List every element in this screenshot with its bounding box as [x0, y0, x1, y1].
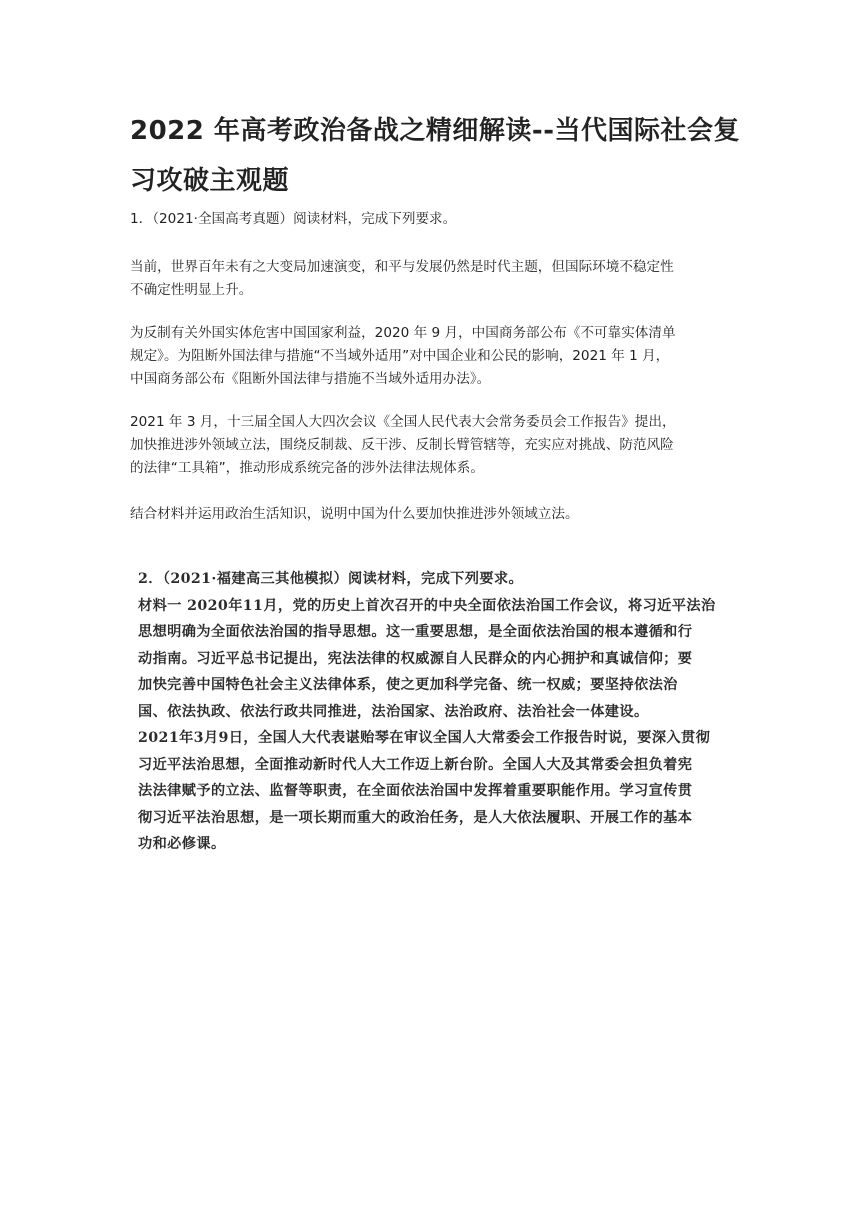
paragraph-line: 的法律“工具箱”，推动形成系统完备的涉外法律法规体系。 — [130, 460, 484, 476]
scan-line: 彻习近平法治思想，是一项长期而重大的政治任务，是人大依法履职、开展工作的基本 — [138, 809, 693, 826]
paragraph-line: 加快推进涉外领域立法，围绕反制裁、反干涉、反制长臂管辖等，充实应对挑战、防范风险 — [130, 437, 674, 453]
scan-line: 国、依法执政、依法行政共同推进，法治国家、法治政府、法治社会一体建设。 — [138, 703, 649, 720]
question-heading-text: 1．（2021·全国高考真题）阅读材料，完成下列要求。 — [130, 211, 457, 227]
question-1-requirement — [130, 503, 740, 526]
paragraph-line: 不确定性明显上升。 — [130, 282, 253, 298]
scan-line: 法法律赋予的立法、监督等职责，在全面依法治国中发挥着重要职能作用。学习宣传贯 — [138, 783, 693, 799]
paragraph-line: 为反制有关外国实体危害中国国家利益，2020 年 9 月，中国商务部公布《不可靠实体清单 — [130, 325, 676, 341]
scan-line: 加快完善中国特色社会主义法律体系，使之更加科学完备、统一权威；要坚持依法治 — [138, 677, 678, 693]
material-paragraph-1 — [130, 256, 740, 302]
title-line: 2022 年高考政治备战之精细解读--当代国际社会复 — [130, 116, 740, 146]
scan-line: 材料一 2020年11月，党的历史上首次召开的中央全面依法治国工作会议，将习近平法治 — [138, 597, 716, 614]
question-2-scanned-image — [138, 566, 728, 866]
question-1-heading — [130, 208, 740, 231]
scan-line: 思想明确为全面依法治国的指导思想。这一重要思想，是全面依法治国的根本遵循和行 — [138, 624, 693, 640]
scan-line: 2021年3月9日，全国人大代表谌贻琴在审议全国人大常委会工作报告时说，要深入贯彻 — [138, 730, 711, 746]
title-line: 习攻破主观题 — [130, 166, 290, 196]
scan-line: 习近平法治思想，全面推动新时代人大工作迈上新台阶。全国人大及其常委会担负着宪 — [138, 756, 693, 773]
requirement-text: 结合材料并运用政治生活知识，说明中国为什么要加快推进涉外领域立法。 — [130, 506, 579, 522]
question-2-heading: 2．（2021·福建高三其他模拟）阅读材料，完成下列要求。 — [138, 571, 524, 587]
scan-line: 功和必修课。 — [138, 836, 226, 852]
paragraph-line: 中国商务部公布《阻断外国法律与措施不当域外适用办法》。 — [130, 371, 491, 387]
material-paragraph-2 — [130, 322, 740, 391]
paragraph-line: 2021 年 3 月，十三届全国人大四次会议《全国人民代表大会常务委员会工作报告》提出， — [130, 414, 676, 430]
material-paragraph-3 — [130, 411, 740, 480]
paragraph-line: 规定》。为阻断外国法律与措施“不当域外适用”对中国企业和公民的影响，2021 年 1 月， — [130, 348, 670, 364]
scan-line: 动指南。习近平总书记提出，宪法法律的权威源自人民群众的内心拥护和真诚信仰；要 — [138, 650, 693, 667]
paragraph-line: 当前，世界百年未有之大变局加速演变，和平与发展仍然是时代主题，但国际环境不稳定性 — [130, 259, 674, 275]
document-title — [130, 106, 740, 206]
